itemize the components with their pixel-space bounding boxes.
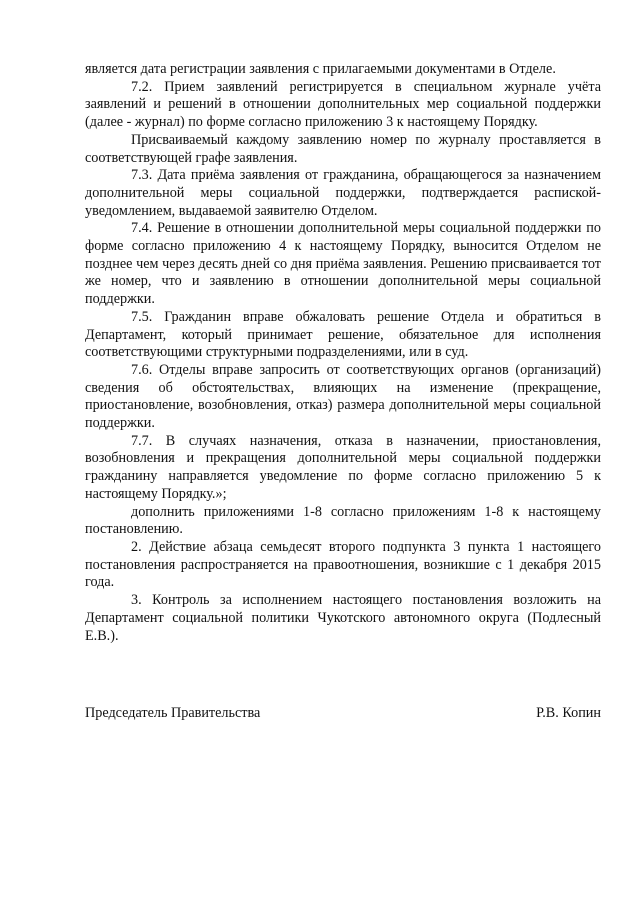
paragraph-7-3: 7.3. Дата приёма заявления от гражданина, обращающегося за назначением дополнительной меры социальной поддержки, подтверждается распиской-уведомлением, выдаваемой заявителю Отделом. [85,167,601,219]
signatory-name: Р.В. Копин [536,705,601,721]
paragraph-clause-3: 3. Контроль за исполнением настоящего постановления возложить на Департамент социальной политики Чукотского автономного округа (Подлесный Е.В.). [85,592,601,644]
paragraph-numbering: Присваиваемый каждому заявлению номер по журналу проставляется в соответствующей графе заявления. [85,131,601,166]
paragraph-7-4: 7.4. Решение в отношении дополнительной меры социальной поддержки по форме согласно приложению 4 к настоящему Порядку, выносится Отделом не позднее чем через десять дней со дня приёма заявления. Решению присваивается тот же номер, что и заявлению в отношении дополнительной меры социальной поддержки. [85,220,601,308]
signatory-position: Председатель Правительства [85,705,261,721]
paragraph-7-5: 7.5. Гражданин вправе обжаловать решение Отдела и обратиться в Департамент, который принимает решение, обязательное для исполнения соответствующими структурными подразделениями, или в суд. [85,308,601,361]
paragraph-7-7: 7.7. В случаях назначения, отказа в назначении, приостановления, возобновления и прекращения дополнительной меры социальной поддержки гражданину направляется уведомление по форме согласно приложению 5 к настоящему Порядку.»; [85,432,601,502]
document-body [85,61,601,645]
paragraph-7-6: 7.6. Отделы вправе запросить от соответствующих органов (организаций) сведения об обстоятельствах, влияющих на изменение (прекращение, приостановление, возобновления, отказ) размера дополнительной меры социальной поддержки. [85,361,601,432]
paragraph-7-2: 7.2. Прием заявлений регистрируется в специальном журнале учёта заявлений и решений в отношении дополнительных мер социальной поддержки (далее - журнал) по форме согласно приложению 3 к настоящему Порядку. [85,78,601,131]
paragraph-clause-2: 2. Действие абзаца семьдесят второго подпункта 3 пункта 1 настоящего постановления распространяется на правоотношения, возникшие с 1 декабря 2015 года. [85,538,601,591]
paragraph-continuation: является дата регистрации заявления с прилагаемыми документами в Отделе. [85,61,556,77]
signature-block [85,705,601,723]
paragraph-appendices: дополнить приложениями 1-8 согласно приложениям 1-8 к настоящему постановлению. [85,503,601,538]
